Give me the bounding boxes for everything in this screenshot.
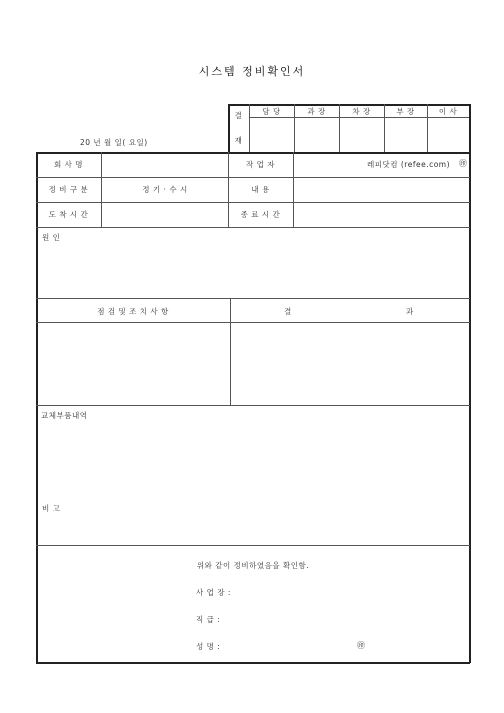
remarks-label: 비 고 [42, 504, 61, 513]
content-label: 내 용 [251, 185, 270, 194]
inspection-label: 점 검 및 조 치 사 항 [97, 307, 169, 316]
approval-role-staff: 담 당 [262, 107, 281, 116]
arrival-time-field[interactable] [102, 203, 228, 227]
approval-label-top: 결 [234, 111, 243, 120]
approval-sign-director[interactable] [427, 118, 469, 151]
maintenance-type-value[interactable]: 정 기 · 수 시 [142, 185, 188, 194]
end-time-field[interactable] [294, 203, 469, 227]
approval-sign-deputy[interactable] [339, 118, 384, 151]
approval-sign-manager[interactable] [384, 118, 427, 151]
confirm-statement: 위와 같이 정비하였음을 확인함. [196, 561, 310, 570]
office-field[interactable] [250, 583, 370, 597]
date-line[interactable]: 20 년 월 일( 요일) [80, 138, 148, 147]
result-label-1: 결 [284, 307, 292, 316]
cause-field[interactable] [37, 244, 469, 298]
maintenance-type-label: 정 비 구 분 [48, 185, 89, 194]
name-seal-icon: ㊞ [357, 641, 366, 650]
approval-sign-section-chief[interactable] [294, 118, 339, 151]
worker-seal-icon: ㊞ [459, 159, 468, 168]
approval-role-deputy: 차 장 [352, 107, 371, 116]
worker-value[interactable]: 레피닷컴 (refee.com) [367, 160, 451, 169]
approval-sign-staff[interactable] [249, 118, 294, 151]
result-label-2: 과 [406, 307, 414, 316]
position-label: 직 급 : [196, 615, 221, 624]
approval-role-manager: 부 장 [396, 107, 415, 116]
company-label: 회 사 명 [53, 160, 83, 169]
office-label: 사 업 장 : [196, 588, 231, 597]
arrival-time-label: 도 착 시 간 [48, 210, 89, 219]
name-label: 성 명 : [196, 642, 221, 651]
position-field[interactable] [250, 610, 370, 624]
approval-label-bottom: 재 [234, 136, 243, 145]
parts-field[interactable] [37, 422, 469, 497]
remarks-field[interactable] [80, 498, 469, 544]
company-field[interactable] [102, 153, 228, 177]
content-field[interactable] [294, 178, 469, 202]
inspection-field[interactable] [37, 323, 230, 405]
name-field[interactable] [250, 637, 350, 651]
approval-role-section-chief: 과 장 [307, 107, 326, 116]
approval-role-director: 이 사 [438, 107, 458, 116]
parts-label: 교체부품내역 [41, 411, 88, 420]
document-title: 시스템 정비확인서 [198, 65, 306, 78]
end-time-label: 종 료 시 간 [240, 210, 281, 219]
worker-label: 작 업 자 [245, 160, 275, 169]
cause-label: 원 인 [42, 233, 61, 242]
result-field[interactable] [231, 323, 469, 405]
